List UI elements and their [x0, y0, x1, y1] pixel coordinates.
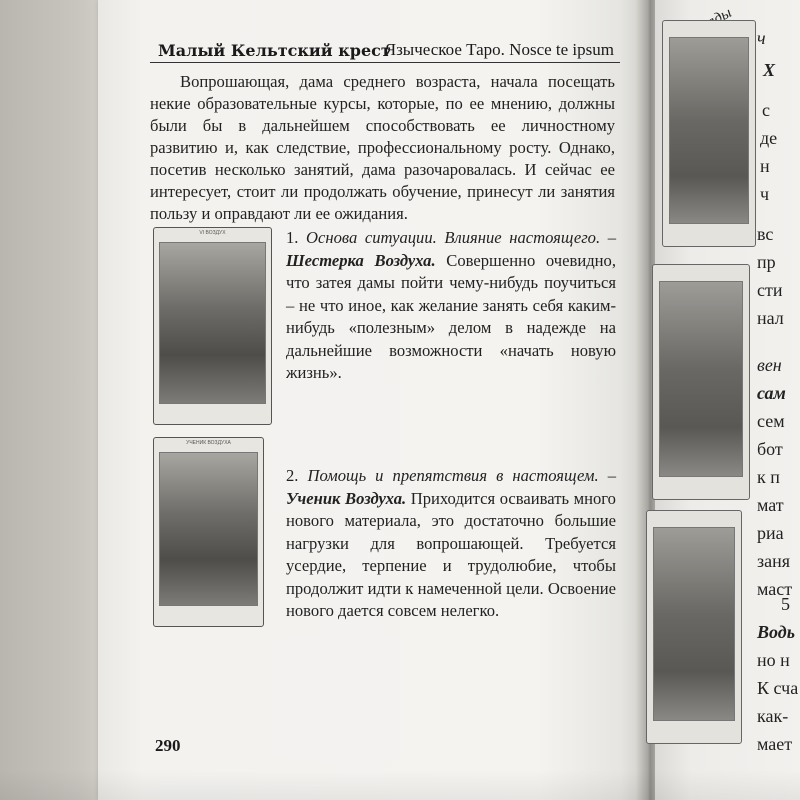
right-page-line: Водь	[757, 622, 795, 642]
header-chapter-title: Малый Кельтский крест	[158, 41, 391, 60]
card-caption: УЧЕНИК ВОЗДУХА	[186, 440, 231, 446]
right-page-line: пр	[757, 252, 776, 272]
item-2-card-name: Ученик Воздуха.	[286, 488, 407, 508]
right-page-line: нал	[757, 308, 784, 328]
card-illustration	[659, 281, 743, 477]
right-page-line: 5	[781, 594, 790, 614]
item-1-text: Совершенно очевидно, что затея дамы пойти чему-нибудь поучиться – не что иное, как желание занять себя каким-нибудь «полезным» делом в надежде на дальнейшие возможности «начать новую жизнь».	[286, 250, 616, 382]
bottom-shadow	[0, 770, 800, 800]
card-illustration	[653, 527, 735, 721]
right-card-3	[646, 510, 742, 744]
right-page-line: как-	[757, 706, 789, 726]
item-2-paragraph	[286, 465, 616, 623]
right-page-line: бот	[757, 439, 783, 459]
right-page-line: де	[760, 128, 778, 148]
card-illustration	[159, 242, 266, 404]
right-page-line: к п	[757, 467, 780, 487]
item-1-card-name: Шестерка Воздуха.	[286, 250, 436, 270]
tarot-card-apprentice-of-air	[153, 437, 264, 627]
running-header	[150, 38, 620, 63]
background-left	[0, 0, 110, 800]
card-illustration	[669, 37, 749, 224]
right-page-line: вс	[757, 224, 774, 244]
item-2-title: Помощь и препятствия в настоящем. –	[307, 466, 616, 485]
right-page-line: ч	[757, 28, 766, 48]
right-page-line: сем	[757, 411, 785, 431]
right-page-line: Х	[763, 60, 776, 80]
right-page-line: сам	[757, 383, 786, 403]
item-2-text: Приходится осваивать много нового материала, это достаточно большие нагрузки для вопрошающей. Требуется усердие, терпение и трудолюбие, чтобы продолжит идти к намеченной цели. Освоение нового дается совсем нелегко.	[286, 488, 616, 620]
card-caption: VI ВОЗДУХ	[199, 230, 226, 236]
right-page-line: маст	[757, 579, 793, 599]
right-page-line: ч	[760, 184, 770, 204]
item-1-number: 1.	[286, 228, 299, 247]
header-book-title: Языческое Таро. Nosce te ipsum	[384, 40, 614, 59]
right-page-line: с	[762, 100, 770, 120]
right-card-2	[652, 264, 750, 500]
right-page-line: риа	[757, 523, 784, 543]
right-page-line: н	[760, 156, 770, 176]
item-1-title: Основа ситуации. Влияние настоящего. –	[306, 228, 616, 247]
page-number: 290	[155, 736, 181, 755]
item-1-paragraph	[286, 227, 616, 385]
card-illustration	[159, 452, 258, 606]
right-page-line: К сча	[757, 678, 799, 698]
right-page-line: заня	[757, 551, 791, 571]
right-card-1	[662, 20, 756, 247]
right-page-line: мат	[757, 495, 784, 515]
item-2-number: 2.	[286, 466, 299, 485]
tarot-card-six-of-air	[153, 227, 272, 425]
right-page-line: но н	[757, 650, 790, 670]
right-page-line: мает	[757, 734, 793, 754]
right-page-line: сти	[757, 280, 783, 300]
intro-paragraph: Вопрошающая, дама среднего возраста, начала посещать некие образовательные курсы, которые, по ее мнению, должны были бы в дальнейшем способствовать ее личностному развитию и, как следствие, профессиональному росту. Однако, посетив несколько занятий, дама разочаровалась. И сейчас ее интересует, стоит ли продолжать обучение, принесут ли занятия пользу и оправдают ли ее ожидания.	[150, 72, 615, 223]
right-page-line: вен	[757, 355, 782, 375]
